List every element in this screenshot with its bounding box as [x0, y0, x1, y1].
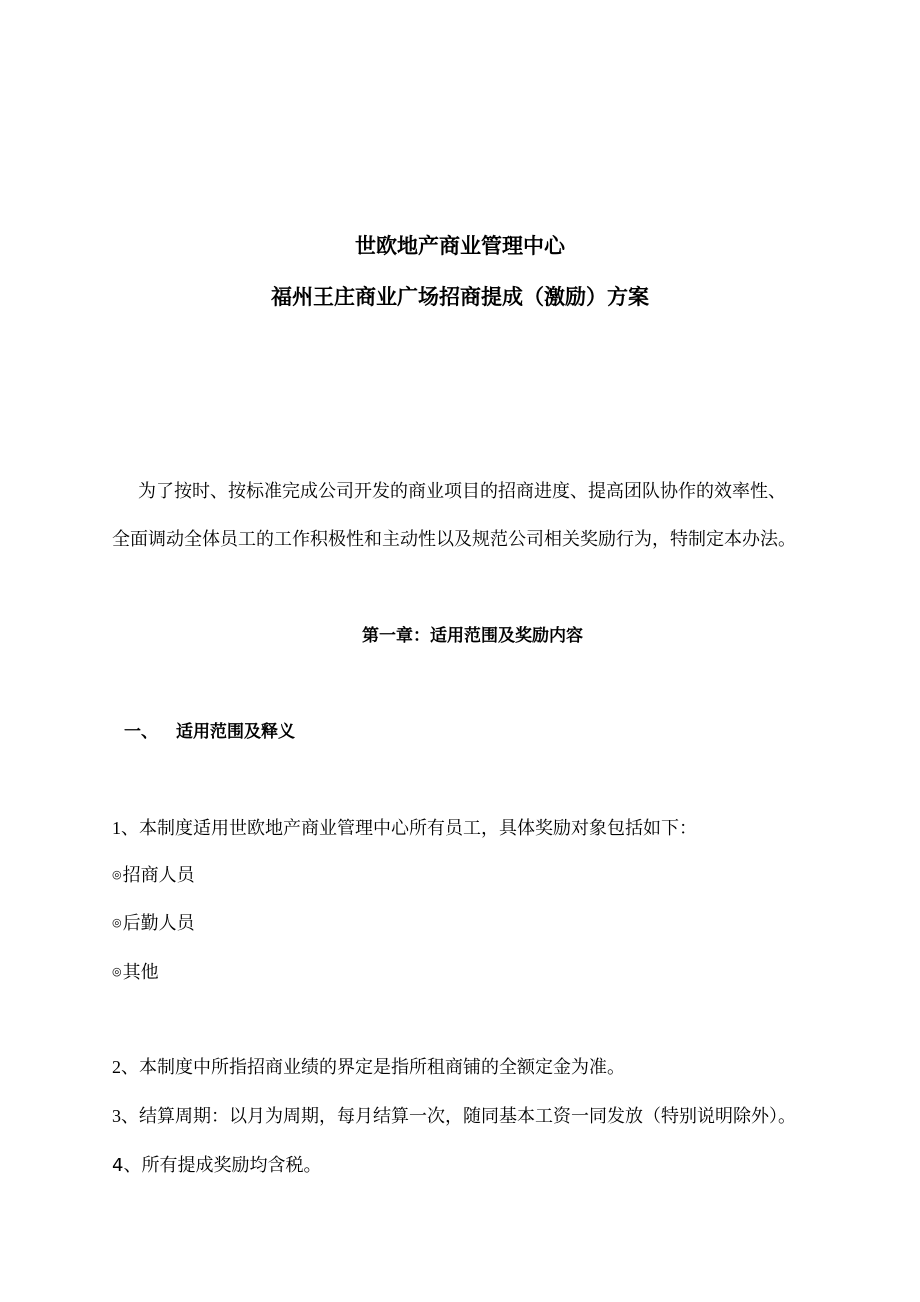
target-item — [112, 861, 195, 887]
bullet-icon: ◎ — [112, 964, 122, 978]
item-1 — [112, 814, 697, 840]
item-2-number: 2 — [112, 1057, 121, 1077]
item-1-number: 1 — [112, 818, 121, 838]
document-title: 福州王庄商业广场招商提成（激励）方案 — [271, 285, 649, 309]
item-1-text: 、本制度适用世欧地产商业管理中心所有员工，具体奖励对象包括如下： — [121, 818, 697, 839]
item-3-number: 3 — [112, 1106, 121, 1126]
item-4: 4、所有提成奖励均含税。 — [112, 1155, 322, 1176]
target-label: 后勤人员 — [122, 913, 195, 934]
item-3-text: 、结算周期：以月为周期，每月结算一次，随同基本工资一同发放（特别说明除外）。 — [121, 1106, 796, 1127]
item-2 — [112, 1053, 625, 1079]
item-3 — [112, 1102, 796, 1128]
intro-line-2: 全面调动全体员工的工作积极性和主动性以及规范公司相关奖励行为，特制定本办法。 — [112, 529, 796, 550]
target-label: 招商人员 — [122, 865, 195, 886]
target-item — [112, 958, 159, 984]
chapter-title: 第一章：适用范围及奖励内容 — [362, 626, 583, 646]
section-title: 适用范围及释义 — [176, 722, 295, 742]
section-number: 一、 — [124, 722, 158, 742]
org-title: 世欧地产商业管理中心 — [355, 234, 565, 258]
item-2-text: 、本制度中所指招商业绩的界定是指所租商铺的全额定金为准。 — [121, 1057, 625, 1078]
bullet-icon: ◎ — [112, 915, 122, 929]
bullet-icon: ◎ — [112, 867, 122, 881]
intro-line-1: 为了按时、按标准完成公司开发的商业项目的招商进度、提高团队协作的效率性、 — [138, 481, 786, 502]
target-item — [112, 909, 195, 935]
target-label: 其他 — [122, 962, 159, 983]
